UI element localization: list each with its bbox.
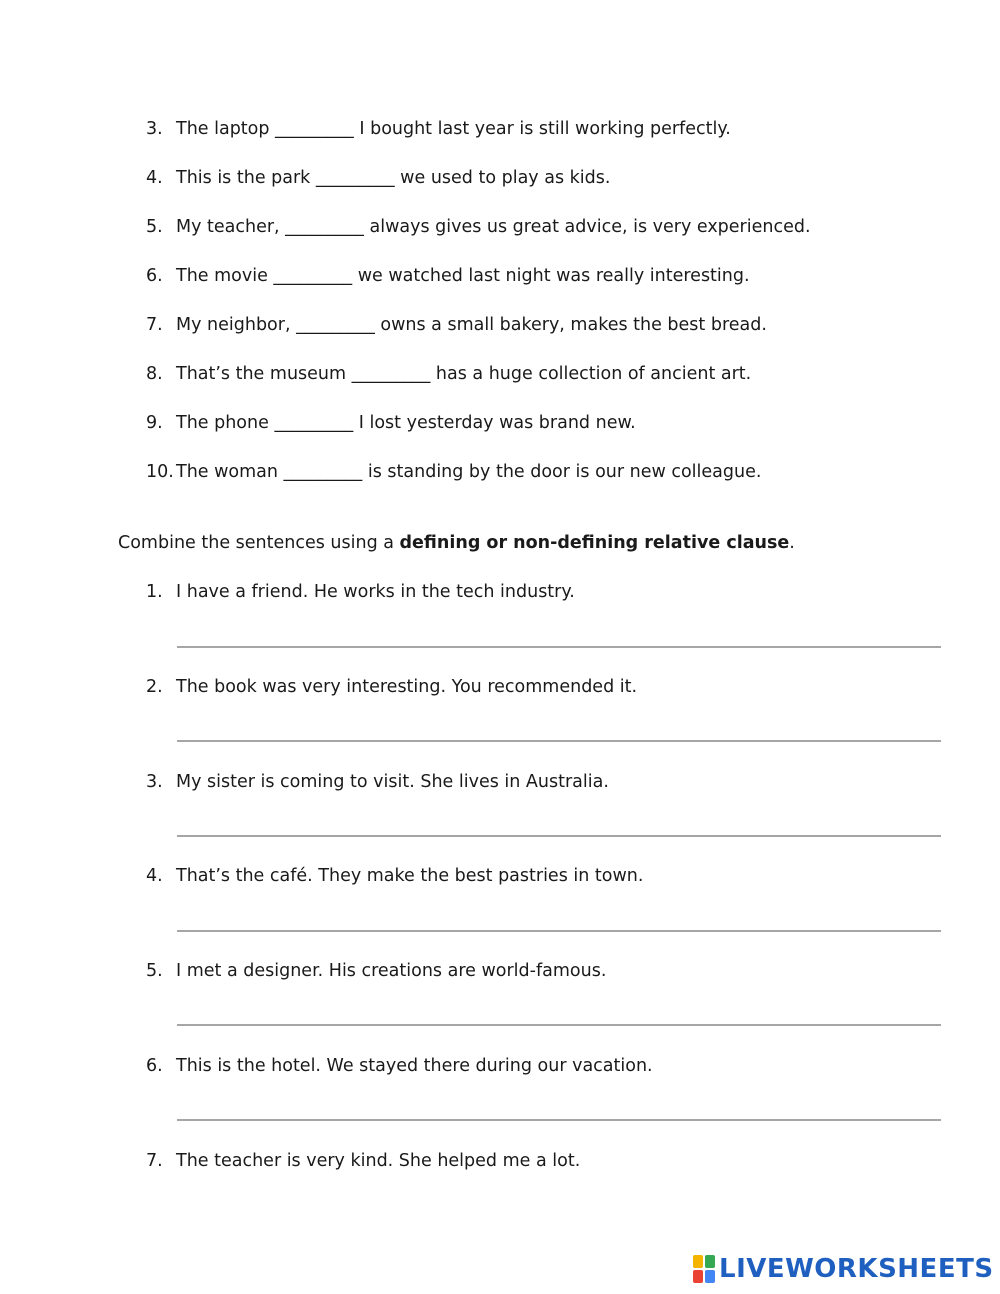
item-number: 8. [146, 364, 163, 384]
answer-line [177, 835, 941, 837]
answer-input[interactable] [177, 618, 941, 646]
item-sentence: I have a friend. He works in the tech industry. [176, 582, 575, 602]
answer-input[interactable] [177, 902, 941, 930]
liveworksheets-logo[interactable] [693, 1252, 994, 1286]
item-sentence: This is the hotel. We stayed there during our vacation. [176, 1056, 653, 1076]
answer-input[interactable] [177, 996, 941, 1024]
instruction-bold: defining or non-defining relative clause [399, 533, 790, 553]
item-sentence[interactable]: The woman _________ is standing by the door is our new colleague. [176, 462, 762, 482]
item-sentence[interactable]: My teacher, _________ always gives us great advice, is very experienced. [176, 217, 811, 237]
answer-line [177, 930, 941, 932]
answer-input[interactable] [177, 807, 941, 835]
item-number: 5. [146, 217, 163, 237]
logo-mark-square [693, 1255, 703, 1268]
item-number: 3. [146, 119, 163, 139]
item-sentence[interactable]: My neighbor, _________ owns a small bakery, makes the best bread. [176, 315, 767, 335]
item-number: 3. [146, 772, 163, 792]
item-number: 4. [146, 168, 163, 188]
answer-input[interactable] [177, 712, 941, 740]
logo-mark-square [705, 1255, 715, 1268]
item-sentence[interactable]: The movie _________ we watched last night was really interesting. [176, 266, 750, 286]
item-number: 6. [146, 266, 163, 286]
answer-line [177, 1024, 941, 1026]
instruction-suffix: . [789, 533, 795, 553]
answer-line [177, 740, 941, 742]
item-sentence[interactable]: The phone _________ I lost yesterday was brand new. [176, 413, 636, 433]
item-number: 1. [146, 582, 163, 602]
logo-mark-square [693, 1270, 703, 1283]
item-sentence[interactable]: The laptop _________ I bought last year is still working perfectly. [176, 119, 731, 139]
item-number: 6. [146, 1056, 163, 1076]
item-number: 9. [146, 413, 163, 433]
item-sentence: That’s the café. They make the best pastries in town. [176, 866, 644, 886]
item-number: 7. [146, 1151, 163, 1171]
item-number: 4. [146, 866, 163, 886]
answer-line [177, 1119, 941, 1121]
item-number: 10. [146, 462, 174, 482]
item-sentence: The teacher is very kind. She helped me a lot. [176, 1151, 581, 1171]
item-sentence: I met a designer. His creations are world-famous. [176, 961, 607, 981]
logo-mark-square [705, 1270, 715, 1283]
item-sentence: My sister is coming to visit. She lives in Australia. [176, 772, 609, 792]
item-number: 7. [146, 315, 163, 335]
answer-input[interactable] [177, 1091, 941, 1119]
item-sentence[interactable]: That’s the museum _________ has a huge collection of ancient art. [176, 364, 752, 384]
logo-text: LIVEWORKSHEETS [719, 1254, 994, 1284]
combine-instruction [118, 532, 795, 554]
liveworksheets-logo-icon [693, 1255, 715, 1283]
item-number: 5. [146, 961, 163, 981]
item-sentence: The book was very interesting. You recommended it. [176, 677, 638, 697]
answer-line [177, 646, 941, 648]
item-sentence[interactable]: This is the park _________ we used to play as kids. [176, 168, 611, 188]
item-number: 2. [146, 677, 163, 697]
instruction-prefix: Combine the sentences using a [118, 533, 400, 553]
